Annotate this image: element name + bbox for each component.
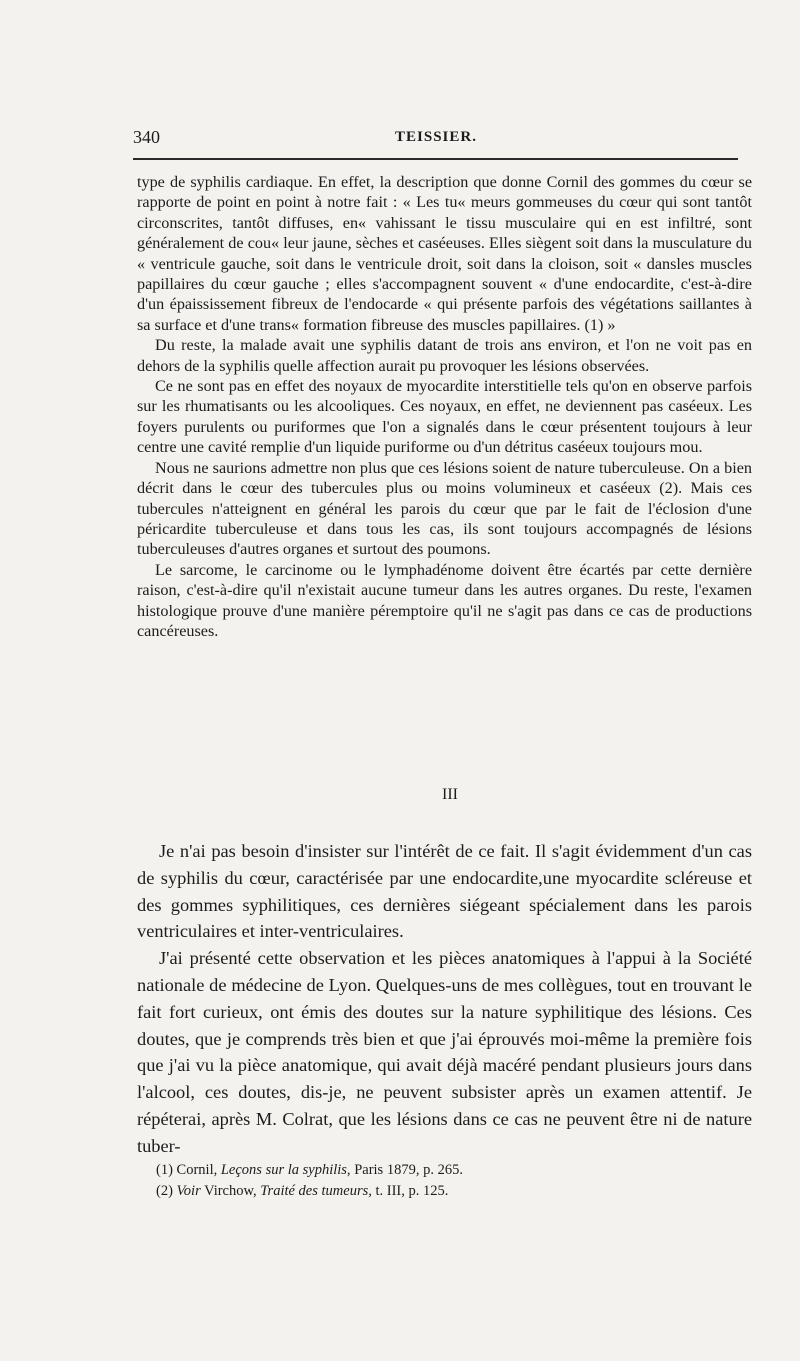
paragraph: Ce ne sont pas en effet des noyaux de myocardite interstitielle tels qu'on en observe parfois sur les rhumatisants ou les alcooliques. Ces noyaux, en effet, ne deviennent pas caséeux. Les foyers purulents ou puriformes que l'on a signalés dans le cœur présentent toujours à leur centre une cavité remplie d'un liquide puriforme ou d'un détritus caséeux toujours mou.	[137, 377, 752, 457]
footnote-ref: t. III, p. 125.	[375, 1183, 449, 1199]
running-title: TEISSIER.	[395, 129, 477, 145]
footnote-title: Traité des tumeurs,	[260, 1183, 372, 1199]
footnote-mark: (2)	[156, 1183, 173, 1199]
footnotes	[156, 1160, 716, 1202]
page-number: 340	[133, 127, 160, 147]
paragraph: Je n'ai pas besoin d'insister sur l'intérêt de ce fait. Il s'agit évidemment d'un cas de syphilis du cœur, caractérisée par une endocardite,une myocardite scléreuse et des gommes syphilitiques, ces dernières siégeant spécialement dans les parois ventriculaires et inter-ventriculaires.	[137, 841, 752, 942]
footnote-title-pre: Virchow,	[204, 1183, 257, 1199]
footnote-title: Leçons sur la syphilis,	[220, 1162, 351, 1178]
paragraph: type de syphilis cardiaque. En effet, la description que donne Cornil des gommes du cœur se rapporte de point en point à notre fait : « Les tu« meurs gommeuses du cœur qui sont tantôt circonscrites, tantôt diffuses, en« vahissant le tissu musculaire qui en est infiltré, sont généralement de cou« leur jaune, sèches et caséeuses. Elles siègent soit dans la musculature du « ventricule gauche, soit dans le ventricule droit, soit dans la cloison, soit « dansles muscles papillaires du cœur gauche ; elles s'accompagnent souvent « d'une endocardite, c'est-à-dire d'un épaississement fibreux de l'endocarde « qui présente parfois des végétations saillantes à sa surface et d'une trans« formation fibreuse des muscles papillaires. (1) »	[137, 173, 752, 334]
footnote-author: Cornil,	[176, 1162, 218, 1178]
footnote-1	[156, 1160, 716, 1181]
header-rule	[133, 158, 738, 160]
footnote-author: Voir	[176, 1183, 201, 1199]
paragraph: Nous ne saurions admettre non plus que ces lésions soient de nature tuberculeuse. On a bien décrit dans le cœur des tubercules plus ou moins volumineux et caséeux (2). Mais ces tubercules n'atteignent en général les parois du cœur que par le fait de l'éclosion d'une péricardite tuberculeuse et dans tous les cas, ils sont toujours accompagnés de lésions tuberculeuses d'autres organes et surtout des poumons.	[137, 458, 752, 559]
footnote-2	[156, 1181, 716, 1202]
body-text-upper	[137, 172, 752, 641]
footnote-mark: (1)	[156, 1162, 173, 1178]
paragraph: Le sarcome, le carcinome ou le lymphadénome doivent être écartés par cette dernière raison, c'est-à-dire qu'il n'existait aucune tumeur dans les autres organes. Du reste, l'examen histologique prouve d'une manière péremptoire qu'il ne s'agit pas dans ce cas de productions cancéreuses.	[137, 560, 752, 640]
page-header	[133, 127, 738, 151]
paragraph: Du reste, la malade avait une syphilis datant de trois ans environ, et l'on ne voit pas en dehors de la syphilis quelle affection aurait pu provoquer les lésions observées.	[137, 336, 752, 375]
section-heading: III	[442, 786, 458, 803]
footnote-ref: Paris 1879, p. 265.	[354, 1162, 463, 1178]
paragraph: J'ai présenté cette observation et les pièces anatomiques à l'appui à la Société nationale de médecine de Lyon. Quelques-uns de mes collègues, tout en trouvant le fait fort curieux, ont émis des doutes sur la nature syphilitique des lésions. Ces doutes, que je comprends très bien et que j'ai éprouvés moi-même la première fois que j'ai vu la pièce anatomique, qui avait déjà macéré pendant plusieurs jours dans l'alcool, ces doutes, dis-je, ne peuvent subsister après un examen attentif. Je répéterai, après M. Colrat, que les lésions dans ce cas ne peuvent être ni de nature tuber-	[137, 948, 752, 1156]
body-text-lower	[137, 838, 752, 1160]
